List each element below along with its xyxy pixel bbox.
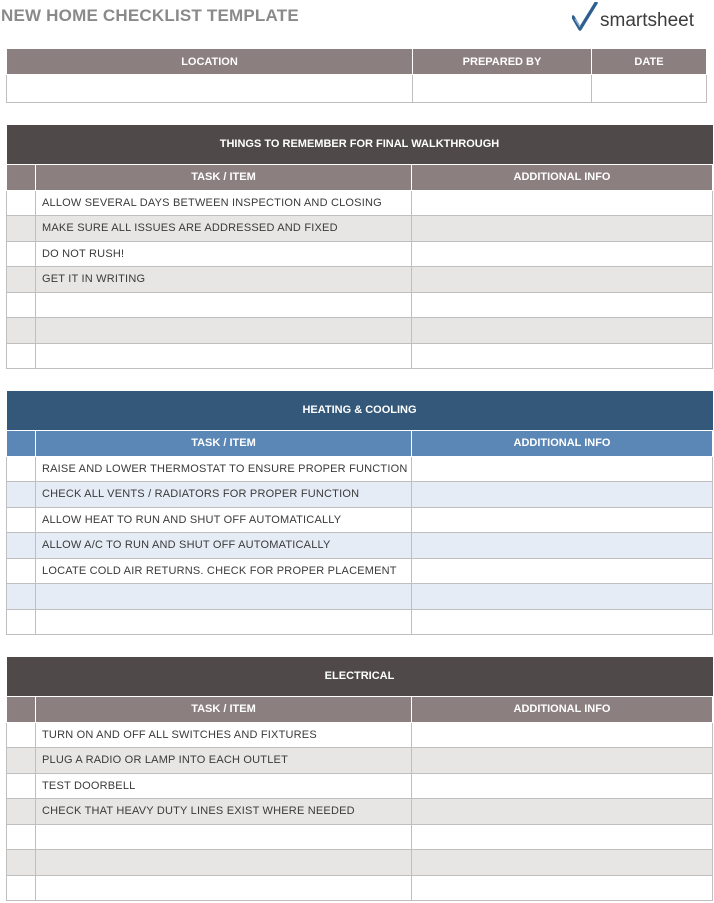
electrical-section: [6, 657, 713, 901]
task-cell[interactable]: [36, 609, 412, 635]
walkthrough-section: [6, 125, 713, 369]
task-cell[interactable]: ALLOW SEVERAL DAYS BETWEEN INSPECTION AND CLOSING: [36, 190, 412, 216]
info-cell[interactable]: [412, 482, 713, 508]
row-marker-cell[interactable]: [7, 558, 36, 584]
section-title: THINGS TO REMEMBER FOR FINAL WALKTHROUGH: [7, 125, 713, 164]
task-cell[interactable]: [36, 292, 412, 318]
table-row: [7, 609, 713, 635]
row-marker-cell[interactable]: [7, 748, 36, 774]
row-marker-cell[interactable]: [7, 824, 36, 850]
info-cell[interactable]: [412, 875, 713, 901]
smartsheet-logo: [572, 2, 714, 32]
task-cell[interactable]: [36, 875, 412, 901]
table-row: [7, 533, 713, 559]
task-cell[interactable]: [36, 343, 412, 369]
info-cell[interactable]: [412, 216, 713, 242]
task-cell[interactable]: [36, 824, 412, 850]
table-row: [7, 216, 713, 242]
task-cell[interactable]: [36, 584, 412, 610]
task-cell[interactable]: MAKE SURE ALL ISSUES ARE ADDRESSED AND FIXED: [36, 216, 412, 242]
task-cell[interactable]: DO NOT RUSH!: [36, 241, 412, 267]
info-cell[interactable]: [412, 533, 713, 559]
logo-text: smartsheet: [600, 10, 694, 31]
info-cell[interactable]: [412, 318, 713, 344]
info-cell[interactable]: [412, 558, 713, 584]
table-row: [7, 850, 713, 876]
task-cell[interactable]: TEST DOORBELL: [36, 773, 412, 799]
date-header: DATE: [592, 49, 707, 75]
info-cell[interactable]: [412, 190, 713, 216]
task-cell[interactable]: LOCATE COLD AIR RETURNS. CHECK FOR PROPER PLACEMENT: [36, 558, 412, 584]
info-cell[interactable]: [412, 343, 713, 369]
additional-info-header: ADDITIONAL INFO: [412, 164, 713, 190]
info-cell[interactable]: [412, 850, 713, 876]
section-title: HEATING & COOLING: [7, 391, 713, 430]
info-cell[interactable]: [412, 609, 713, 635]
info-cell[interactable]: [412, 722, 713, 748]
row-number-header: [7, 164, 36, 190]
table-row: [7, 748, 713, 774]
task-cell[interactable]: [36, 850, 412, 876]
row-marker-cell[interactable]: [7, 507, 36, 533]
location-field[interactable]: [7, 75, 413, 103]
task-cell[interactable]: CHECK THAT HEAVY DUTY LINES EXIST WHERE NEEDED: [36, 799, 412, 825]
info-cell[interactable]: [412, 773, 713, 799]
row-marker-cell[interactable]: [7, 773, 36, 799]
heating-cooling-section: [6, 391, 713, 635]
section-title: ELECTRICAL: [7, 657, 713, 696]
row-marker-cell[interactable]: [7, 343, 36, 369]
table-row: [7, 318, 713, 344]
task-cell[interactable]: ALLOW HEAT TO RUN AND SHUT OFF AUTOMATICALLY: [36, 507, 412, 533]
row-marker-cell[interactable]: [7, 875, 36, 901]
table-row: [7, 722, 713, 748]
table-row: [7, 292, 713, 318]
row-number-header: [7, 696, 36, 722]
task-cell[interactable]: [36, 318, 412, 344]
info-cell[interactable]: [412, 799, 713, 825]
info-cell[interactable]: [412, 584, 713, 610]
row-marker-cell[interactable]: [7, 318, 36, 344]
info-cell[interactable]: [412, 292, 713, 318]
table-row: [7, 773, 713, 799]
row-marker-cell[interactable]: [7, 799, 36, 825]
task-cell[interactable]: RAISE AND LOWER THERMOSTAT TO ENSURE PROPER FUNCTION: [36, 456, 412, 482]
info-cell[interactable]: [412, 748, 713, 774]
table-row: [7, 267, 713, 293]
row-marker-cell[interactable]: [7, 267, 36, 293]
prepared-by-field[interactable]: [413, 75, 592, 103]
page-title: NEW HOME CHECKLIST TEMPLATE: [1, 6, 299, 25]
location-header: LOCATION: [7, 49, 413, 75]
additional-info-header: ADDITIONAL INFO: [412, 696, 713, 722]
table-row: [7, 190, 713, 216]
row-marker-cell[interactable]: [7, 190, 36, 216]
row-marker-cell[interactable]: [7, 216, 36, 242]
row-marker-cell[interactable]: [7, 722, 36, 748]
checkmark-icon: [572, 2, 598, 32]
info-cell[interactable]: [412, 824, 713, 850]
row-marker-cell[interactable]: [7, 584, 36, 610]
row-marker-cell[interactable]: [7, 456, 36, 482]
task-header: TASK / ITEM: [36, 696, 412, 722]
row-marker-cell[interactable]: [7, 241, 36, 267]
table-row: [7, 241, 713, 267]
row-marker-cell[interactable]: [7, 609, 36, 635]
date-field[interactable]: [592, 75, 707, 103]
row-marker-cell[interactable]: [7, 850, 36, 876]
task-cell[interactable]: CHECK ALL VENTS / RADIATORS FOR PROPER FUNCTION: [36, 482, 412, 508]
table-row: [7, 507, 713, 533]
additional-info-header: ADDITIONAL INFO: [412, 430, 713, 456]
info-cell[interactable]: [412, 507, 713, 533]
row-marker-cell[interactable]: [7, 482, 36, 508]
row-marker-cell[interactable]: [7, 533, 36, 559]
table-row: [7, 824, 713, 850]
table-row: [7, 343, 713, 369]
info-cell[interactable]: [412, 456, 713, 482]
task-cell[interactable]: TURN ON AND OFF ALL SWITCHES AND FIXTURES: [36, 722, 412, 748]
prepared-by-header: PREPARED BY: [413, 49, 592, 75]
info-cell[interactable]: [412, 241, 713, 267]
table-row: [7, 799, 713, 825]
table-row: [7, 456, 713, 482]
table-row: [7, 482, 713, 508]
task-header: TASK / ITEM: [36, 164, 412, 190]
task-cell[interactable]: PLUG A RADIO OR LAMP INTO EACH OUTLET: [36, 748, 412, 774]
task-cell[interactable]: GET IT IN WRITING: [36, 267, 412, 293]
table-row: [7, 584, 713, 610]
row-marker-cell[interactable]: [7, 292, 36, 318]
row-number-header: [7, 430, 36, 456]
info-cell[interactable]: [412, 267, 713, 293]
table-row: [7, 558, 713, 584]
task-cell[interactable]: ALLOW A/C TO RUN AND SHUT OFF AUTOMATICALLY: [36, 533, 412, 559]
table-row: [7, 875, 713, 901]
info-table: [6, 48, 707, 103]
task-header: TASK / ITEM: [36, 430, 412, 456]
